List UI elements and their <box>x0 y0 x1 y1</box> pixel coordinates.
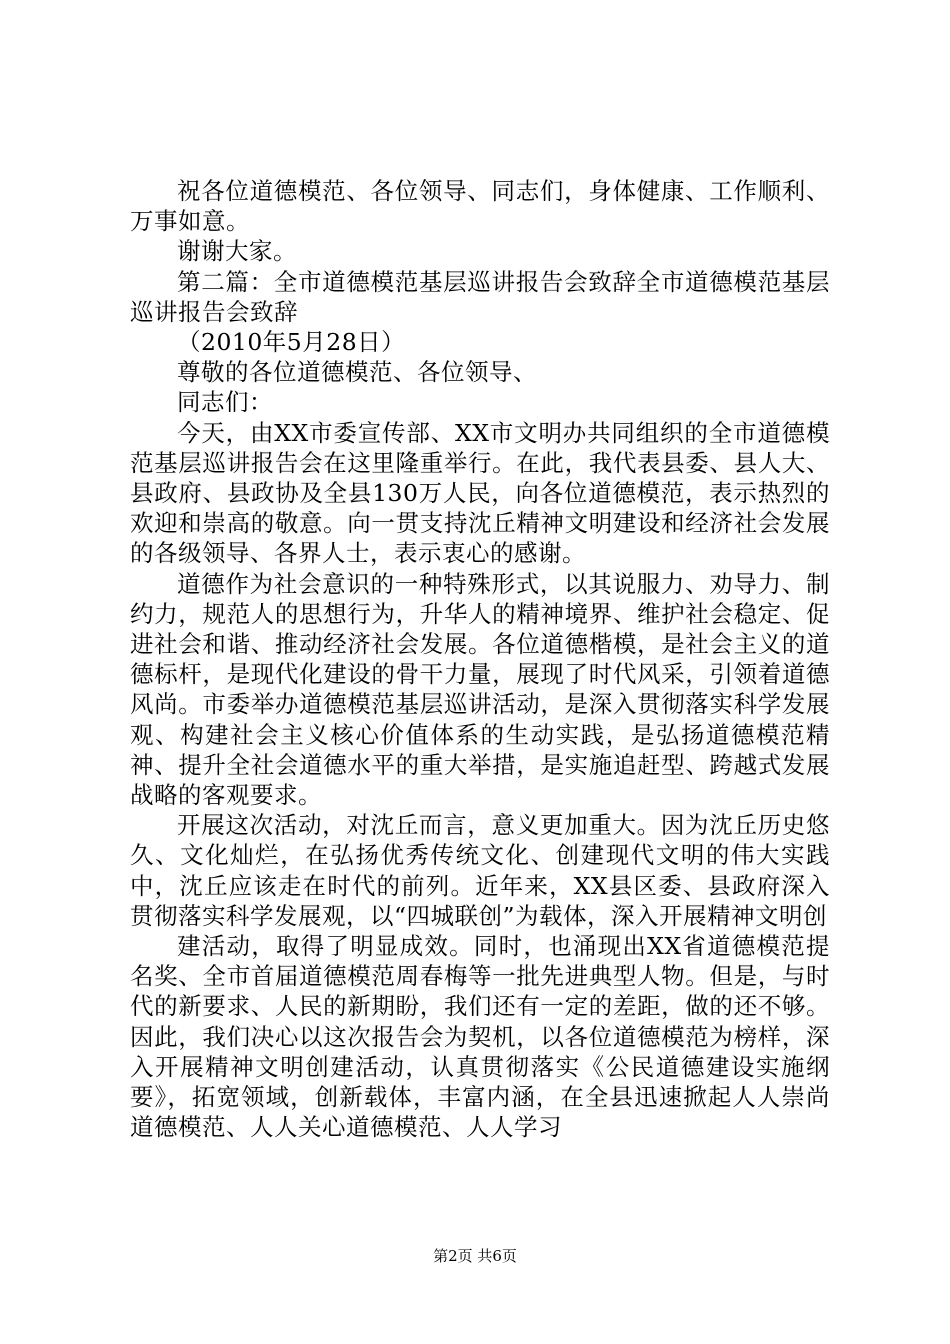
page-footer: 第2页 共6页 <box>433 1247 517 1265</box>
document-body <box>130 176 830 1143</box>
closing-wishes: 祝各位道德模范、各位领导、同志们，身体健康、工作顺利、万事如意。 <box>130 177 830 236</box>
speech-date: （2010年5月28日） <box>177 328 406 357</box>
salutation: 尊敬的各位道德模范、各位领导、 <box>177 358 537 387</box>
section-title: 第二篇：全市道德模范基层巡讲报告会致辞全市道德模范基层巡讲报告会致辞 <box>130 267 830 326</box>
thanks-line: 谢谢大家。 <box>177 237 297 266</box>
salutation-comrades: 同志们： <box>177 388 273 417</box>
paragraph-opening: 今天，由XX市委宣传部、XX市文明办共同组织的全市道德模范基层巡讲报告会在这里隆重举行。在此，我代表县委、县人大、县政府、县政协及全县130万人民，向各位道德模范，表示热烈的欢迎和崇高的敬意。向一贯支持沈丘精神文明建设和经济社会发展的各级领导、各界人士，表示衷心的感谢。 <box>130 418 830 568</box>
paragraph-morality: 道德作为社会意识的一种特殊形式，以其说服力、劝导力、制约力，规范人的思想行为，升华人的精神境界、维护社会稳定、促进社会和谐、推动经济社会发展。各位道德楷模，是社会主义的道德标杆，是现代化建设的骨干力量，展现了时代风采，引领着道德风尚。市委举办道德模范基层巡讲活动，是深入贯彻落实科学发展观、构建社会主义核心价值体系的生动实践，是弘扬道德模范精神、提升全社会道德水平的重大举措，是实施追赶型、跨越式发展战略的客观要求。 <box>130 569 830 810</box>
paragraph-significance: 开展这次活动，对沈丘而言，意义更加重大。因为沈丘历史悠久、文化灿烂，在弘扬优秀传统文化、创建现代文明的伟大实践中，沈丘应该走在时代的前列。近年来，XX县区委、县政府深入贯彻落实科学发展观，以“四城联创”为载体，深入开展精神文明创 <box>130 811 830 930</box>
paragraph-achievements: 建活动，取得了明显成效。同时，也涌现出XX省道德模范提名奖、全市首届道德模范周春梅等一批先进典型人物。但是，与时代的新要求、人民的新期盼，我们还有一定的差距，做的还不够。因此，我们决心以这次报告会为契机，以各位道德模范为榜样，深入开展精神文明创建活动，认真贯彻落实《公民道德建设实施纲要》，拓宽领域，创新载体，丰富内涵，在全县迅速掀起人人崇尚道德模范、人人关心道德模范、人人学习 <box>130 932 830 1142</box>
